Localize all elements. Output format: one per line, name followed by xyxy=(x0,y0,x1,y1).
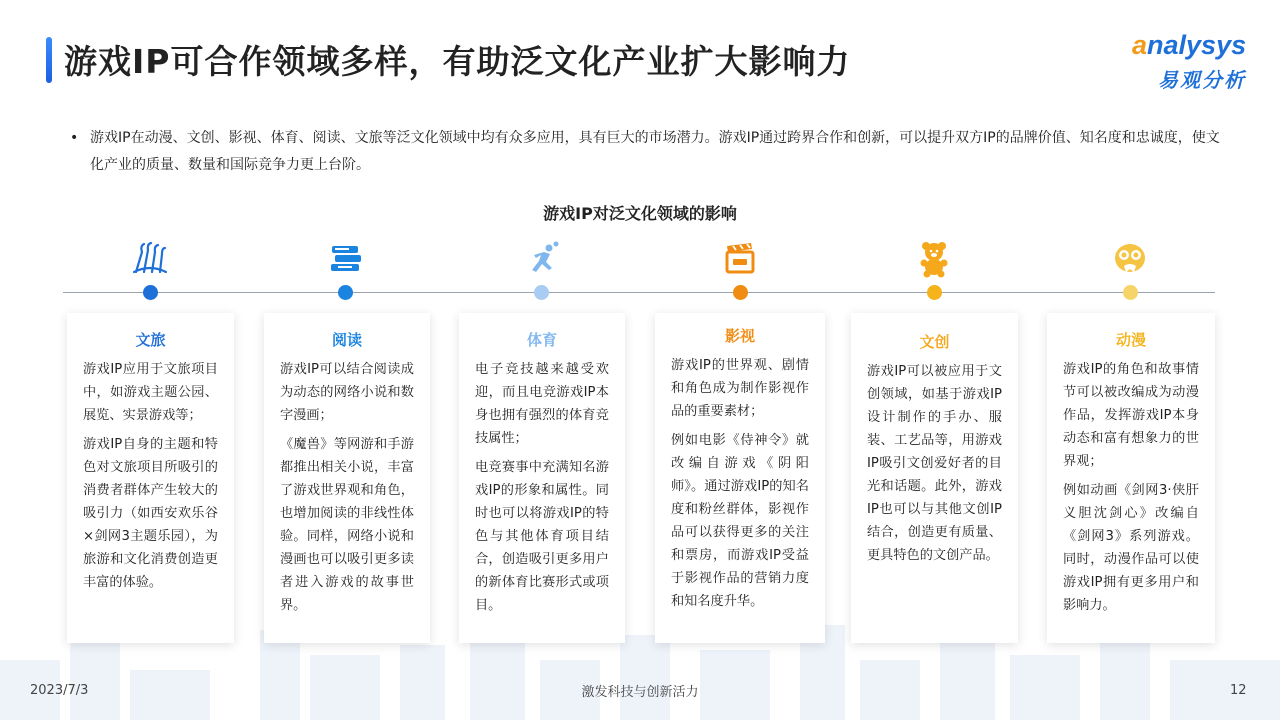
card-heading: 文旅 xyxy=(135,331,166,349)
card-heading: 体育 xyxy=(526,331,557,349)
tourism-icon xyxy=(130,238,170,278)
card-paragraph: 游戏IP可以结合阅读成为动态的网络小说和数字漫画； xyxy=(280,362,414,423)
page-number: 12 xyxy=(1230,683,1247,698)
bullet-dot: • xyxy=(70,130,79,146)
books-icon xyxy=(326,238,366,278)
timeline-node-sports xyxy=(534,285,549,300)
card-heading: 动漫 xyxy=(1115,331,1146,349)
card-creative xyxy=(851,313,1018,643)
logo-wordmark xyxy=(1132,30,1246,61)
card-animation xyxy=(1047,313,1215,643)
card-paragraph: 游戏IP的角色和故事情节可以被改编成为动漫作品，发挥游戏IP本身动态和富有想象力的世界观； xyxy=(1063,362,1199,469)
card-paragraph: 游戏IP自身的主题和特色对文旅项目所吸引的消费者群体产生较大的吸引力（如西安欢乐谷×剑网3主题乐园），为旅游和文化消费创造更丰富的体验。 xyxy=(83,437,218,590)
card-heading: 影视 xyxy=(724,327,755,345)
card-paragraph: 游戏IP可以被应用于文创领域，如基于游戏IP设计制作的手办、服装、工艺品等，用游戏IP吸引文创爱好者的目光和话题。此外，游戏IP也可以与其他文创IP结合，创造更有质量、更具特色的文创产品。 xyxy=(867,364,1002,563)
sports-icon xyxy=(522,238,562,278)
timeline-node-animation xyxy=(1123,285,1138,300)
card-heading: 文创 xyxy=(919,333,950,351)
card-heading: 阅读 xyxy=(331,331,362,349)
footer-date: 2023/7/3 xyxy=(30,683,89,698)
card-paragraph: 游戏IP应用于文旅项目中，如游戏主题公园、展览、实景游戏等； xyxy=(83,362,218,423)
card-paragraph: 电子竞技越来越受欢迎，而且电竞游戏IP本身也拥有强烈的体育竞技属性； xyxy=(475,362,609,446)
timeline-node-tourism xyxy=(143,285,158,300)
clapperboard-icon xyxy=(720,238,760,278)
intro-text: 游戏IP在动漫、文创、影视、体育、阅读、文旅等泛文化领域中均有众多应用，具有巨大的市场潜力。游戏IP通过跨界合作和创新，可以提升双方IP的品牌价值、知名度和忠诚度，使文化产业的质量、数量和国际竞争力更上台阶。 xyxy=(90,130,1220,173)
timeline-line xyxy=(63,292,1215,293)
analysys-logo xyxy=(1132,30,1256,94)
card-film xyxy=(655,313,825,643)
page-title: 游戏IP可合作领域多样，有助泛文化产业扩大影响力 xyxy=(64,42,851,81)
timeline-node-reading xyxy=(338,285,353,300)
card-paragraph: 例如动画《剑网3·侠肝义胆沈剑心》改编自《剑网3》系列游戏。同时，动漫作品可以使游戏IP拥有更多用户和影响力。 xyxy=(1063,483,1199,613)
cartoon-face-icon xyxy=(1110,238,1150,278)
diagram-title: 游戏IP对泛文化领域的影响 xyxy=(543,204,737,223)
timeline-node-film xyxy=(733,285,748,300)
logo-prefix: a xyxy=(1132,30,1148,60)
card-paragraph: 《魔兽》等网游和手游都推出相关小说，丰富了游戏世界观和角色，也增加阅读的非线性体验。同样，网络小说和漫画也可以吸引更多读者进入游戏的故事世界。 xyxy=(280,437,414,613)
footer-slogan: 激发科技与创新活力 xyxy=(581,685,699,700)
card-paragraph: 电竞赛事中充满知名游戏IP的形象和属性。同时也可以将游戏IP的特色与其他体育项目结合，创造吸引更多用户的新体育比赛形式或项目。 xyxy=(475,460,609,613)
card-reading xyxy=(264,313,430,643)
teddy-bear-icon xyxy=(914,238,954,278)
card-tourism xyxy=(67,313,234,643)
card-paragraph: 例如电影《侍神令》就改编自游戏《阴阳师》。通过游戏IP的知名度和粉丝群体，影视作品可以获得更多的关注和票房，而游戏IP受益于影视作品的营销力度和知名度升华。 xyxy=(671,433,809,609)
intro-bullet xyxy=(70,125,1230,179)
card-paragraph: 游戏IP的世界观、剧情和角色成为制作影视作品的重要素材； xyxy=(671,358,809,419)
card-sports xyxy=(459,313,625,643)
timeline-node-creative xyxy=(927,285,942,300)
title-accent-bar xyxy=(46,37,52,83)
logo-rest: nalysys xyxy=(1147,30,1247,60)
logo-chinese: 易观分析 xyxy=(1158,68,1246,92)
